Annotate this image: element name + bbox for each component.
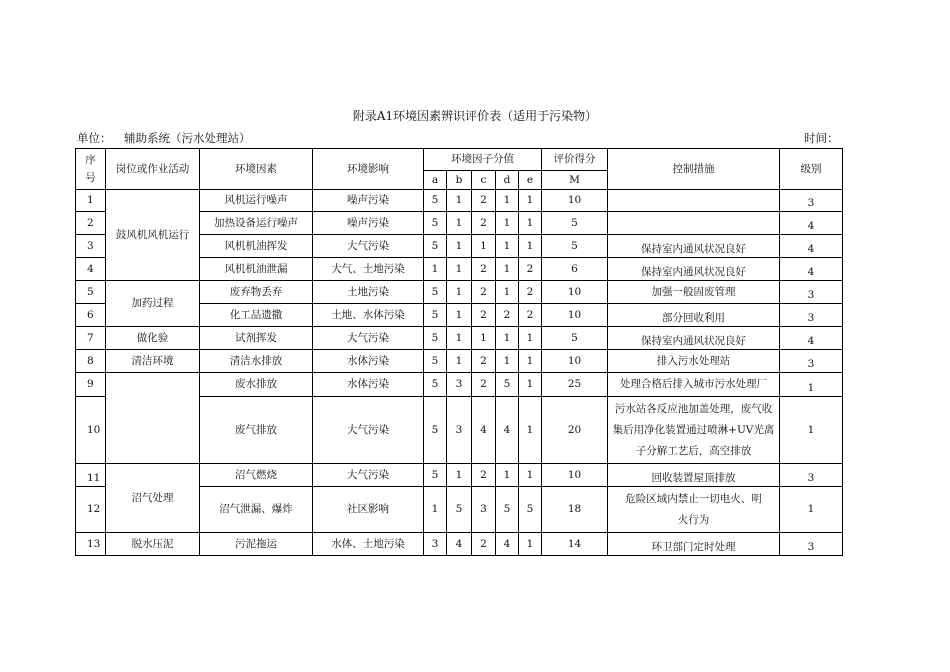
cell-b: 3 [447, 373, 472, 397]
cell-d: 1 [496, 190, 519, 212]
cell-a: 1 [424, 487, 447, 533]
cell-impact: 水体污染 [313, 350, 424, 373]
cell-a: 5 [424, 397, 447, 464]
unit-value: 辅助系统（污水处理站） [124, 131, 251, 145]
cell-b: 5 [447, 487, 472, 533]
cell-m: 25 [542, 373, 608, 397]
cell-factor: 加热设备运行噪声 [200, 212, 313, 235]
cell-b: 1 [447, 281, 472, 304]
cell-m: 18 [542, 487, 608, 533]
cell-m: 14 [542, 533, 608, 556]
cell-seq: 7 [76, 327, 106, 350]
cell-m: 10 [542, 304, 608, 327]
cell-seq: 5 [76, 281, 106, 304]
cell-e: 1 [519, 533, 542, 556]
cell-level: 4 [780, 258, 843, 281]
cell-a: 5 [424, 190, 447, 212]
cell-level: 3 [780, 190, 843, 212]
table-row [76, 281, 843, 304]
cell-impact: 大气污染 [313, 235, 424, 258]
header-seq: 序号 [76, 149, 106, 190]
cell-c: 4 [472, 397, 496, 464]
cell-factor: 化工品遗撒 [200, 304, 313, 327]
header-d: d [496, 171, 519, 190]
cell-d: 4 [496, 533, 519, 556]
cell-level: 3 [780, 304, 843, 327]
cell-d: 4 [496, 397, 519, 464]
cell-factor: 废弃物丢弃 [200, 281, 313, 304]
cell-level: 4 [780, 212, 843, 235]
cell-seq: 8 [76, 350, 106, 373]
cell-control: 危险区域内禁止一切电火、明火行为 [608, 487, 780, 533]
cell-c: 1 [472, 235, 496, 258]
table-row [76, 464, 843, 487]
cell-factor: 沼气泄漏、爆炸 [200, 487, 313, 533]
cell-seq: 1 [76, 190, 106, 212]
cell-seq: 13 [76, 533, 106, 556]
cell-c: 2 [472, 258, 496, 281]
cell-d: 2 [496, 304, 519, 327]
cell-a: 5 [424, 281, 447, 304]
cell-a: 5 [424, 350, 447, 373]
cell-m: 20 [542, 397, 608, 464]
cell-control: 保持室内通风状况良好 [608, 258, 780, 281]
header-score-group: 环境因子分值 [424, 149, 542, 171]
cell-control [608, 212, 780, 235]
cell-level: 3 [780, 533, 843, 556]
table-row [76, 373, 843, 397]
cell-d: 1 [496, 327, 519, 350]
cell-control: 环卫部门定时处理 [608, 533, 780, 556]
cell-b: 1 [447, 235, 472, 258]
time-label: 时间： [804, 131, 839, 145]
cell-a: 1 [424, 258, 447, 281]
cell-level: 1 [780, 373, 843, 397]
cell-c: 2 [472, 304, 496, 327]
header-control: 控制措施 [608, 149, 780, 190]
cell-m: 5 [542, 235, 608, 258]
cell-factor: 废水排放 [200, 373, 313, 397]
cell-m: 5 [542, 327, 608, 350]
cell-e: 1 [519, 235, 542, 258]
cell-seq: 9 [76, 373, 106, 397]
cell-e: 1 [519, 327, 542, 350]
cell-a: 5 [424, 327, 447, 350]
cell-e: 1 [519, 190, 542, 212]
cell-impact: 土地、水体污染 [313, 304, 424, 327]
cell-factor: 清洁水排放 [200, 350, 313, 373]
cell-impact: 大气污染 [313, 327, 424, 350]
cell-seq: 12 [76, 487, 106, 533]
header-activity: 岗位或作业活动 [106, 149, 200, 190]
cell-a: 5 [424, 464, 447, 487]
cell-impact: 社区影响 [313, 487, 424, 533]
cell-c: 2 [472, 533, 496, 556]
cell-impact: 水体、土地污染 [313, 533, 424, 556]
cell-control: 污水站各反应池加盖处理，废气收集后用净化装置通过喷淋+UV光离子分解工艺后，高空排放 [608, 397, 780, 464]
header-b: b [447, 171, 472, 190]
cell-c: 2 [472, 464, 496, 487]
cell-level: 3 [780, 350, 843, 373]
cell-factor: 风机运行噪声 [200, 190, 313, 212]
cell-c: 1 [472, 327, 496, 350]
cell-m: 10 [542, 464, 608, 487]
cell-c: 2 [472, 281, 496, 304]
cell-impact: 噪声污染 [313, 212, 424, 235]
cell-b: 1 [447, 190, 472, 212]
cell-a: 5 [424, 212, 447, 235]
cell-seq: 2 [76, 212, 106, 235]
cell-seq: 10 [76, 397, 106, 464]
table-row [76, 190, 843, 212]
table-row [76, 350, 843, 373]
cell-activity: 脱水压泥 [106, 533, 200, 556]
cell-level: 4 [780, 235, 843, 258]
cell-a: 5 [424, 304, 447, 327]
cell-a: 5 [424, 235, 447, 258]
cell-control: 保持室内通风状况良好 [608, 327, 780, 350]
header-m: M [542, 171, 608, 190]
cell-m: 6 [542, 258, 608, 281]
cell-b: 4 [447, 533, 472, 556]
cell-seq: 3 [76, 235, 106, 258]
cell-activity: 清洁环境 [106, 350, 200, 373]
header-a: a [424, 171, 447, 190]
cell-level: 3 [780, 281, 843, 304]
cell-factor: 污泥拖运 [200, 533, 313, 556]
header-level: 级别 [780, 149, 843, 190]
cell-c: 2 [472, 373, 496, 397]
cell-c: 2 [472, 350, 496, 373]
cell-b: 3 [447, 397, 472, 464]
cell-activity: 鼓风机风机运行 [106, 190, 200, 281]
cell-level: 1 [780, 397, 843, 464]
cell-activity: 加药过程 [106, 281, 200, 327]
cell-factor: 废气排放 [200, 397, 313, 464]
cell-impact: 水体污染 [313, 373, 424, 397]
cell-b: 1 [447, 258, 472, 281]
cell-seq: 6 [76, 304, 106, 327]
cell-e: 1 [519, 350, 542, 373]
table-header-row [76, 149, 843, 171]
cell-c: 3 [472, 487, 496, 533]
cell-b: 1 [447, 327, 472, 350]
cell-d: 5 [496, 373, 519, 397]
cell-c: 2 [472, 190, 496, 212]
cell-factor: 沼气燃烧 [200, 464, 313, 487]
cell-control [608, 190, 780, 212]
cell-d: 1 [496, 212, 519, 235]
cell-activity: 做化验 [106, 327, 200, 350]
cell-d: 5 [496, 487, 519, 533]
cell-e: 1 [519, 397, 542, 464]
cell-e: 1 [519, 373, 542, 397]
cell-d: 1 [496, 258, 519, 281]
cell-impact: 土地污染 [313, 281, 424, 304]
cell-impact: 大气污染 [313, 397, 424, 464]
cell-seq: 4 [76, 258, 106, 281]
table-row [76, 533, 843, 556]
cell-level: 3 [780, 464, 843, 487]
cell-control: 加强一般固废管理 [608, 281, 780, 304]
cell-control: 保持室内通风状况良好 [608, 235, 780, 258]
cell-factor: 风机机油挥发 [200, 235, 313, 258]
unit-label: 单位： [77, 131, 112, 145]
cell-b: 1 [447, 212, 472, 235]
cell-a: 3 [424, 533, 447, 556]
cell-a: 5 [424, 373, 447, 397]
cell-e: 1 [519, 464, 542, 487]
cell-e: 2 [519, 258, 542, 281]
cell-level: 1 [780, 487, 843, 533]
cell-m: 5 [542, 212, 608, 235]
cell-impact: 噪声污染 [313, 190, 424, 212]
cell-activity-empty [106, 373, 200, 464]
cell-seq: 11 [76, 464, 106, 487]
cell-activity: 沼气处理 [106, 464, 200, 533]
cell-control: 部分回收利用 [608, 304, 780, 327]
cell-control: 处理合格后排入城市污水处理厂 [608, 373, 780, 397]
cell-e: 1 [519, 212, 542, 235]
cell-impact: 大气污染 [313, 464, 424, 487]
cell-level: 4 [780, 327, 843, 350]
cell-m: 10 [542, 281, 608, 304]
header-c: c [472, 171, 496, 190]
header-e: e [519, 171, 542, 190]
header-eval-group: 评价得分 [542, 149, 608, 171]
header-factor: 环境因素 [200, 149, 313, 190]
table-row [76, 327, 843, 350]
page-title: 附录A1环境因素辨识评价表（适用于污染物） [352, 109, 598, 123]
cell-factor: 试剂挥发 [200, 327, 313, 350]
cell-d: 1 [496, 235, 519, 258]
cell-b: 1 [447, 464, 472, 487]
cell-impact: 大气、土地污染 [313, 258, 424, 281]
cell-m: 10 [542, 190, 608, 212]
cell-control: 排入污水处理站 [608, 350, 780, 373]
header-impact: 环境影响 [313, 149, 424, 190]
cell-b: 1 [447, 304, 472, 327]
cell-b: 1 [447, 350, 472, 373]
cell-e: 5 [519, 487, 542, 533]
cell-e: 2 [519, 281, 542, 304]
cell-d: 1 [496, 464, 519, 487]
cell-factor: 风机机油泄漏 [200, 258, 313, 281]
cell-d: 1 [496, 350, 519, 373]
evaluation-table [75, 148, 843, 556]
cell-control: 回收装置屋顶排放 [608, 464, 780, 487]
cell-m: 10 [542, 350, 608, 373]
cell-e: 2 [519, 304, 542, 327]
cell-d: 1 [496, 281, 519, 304]
cell-c: 2 [472, 212, 496, 235]
